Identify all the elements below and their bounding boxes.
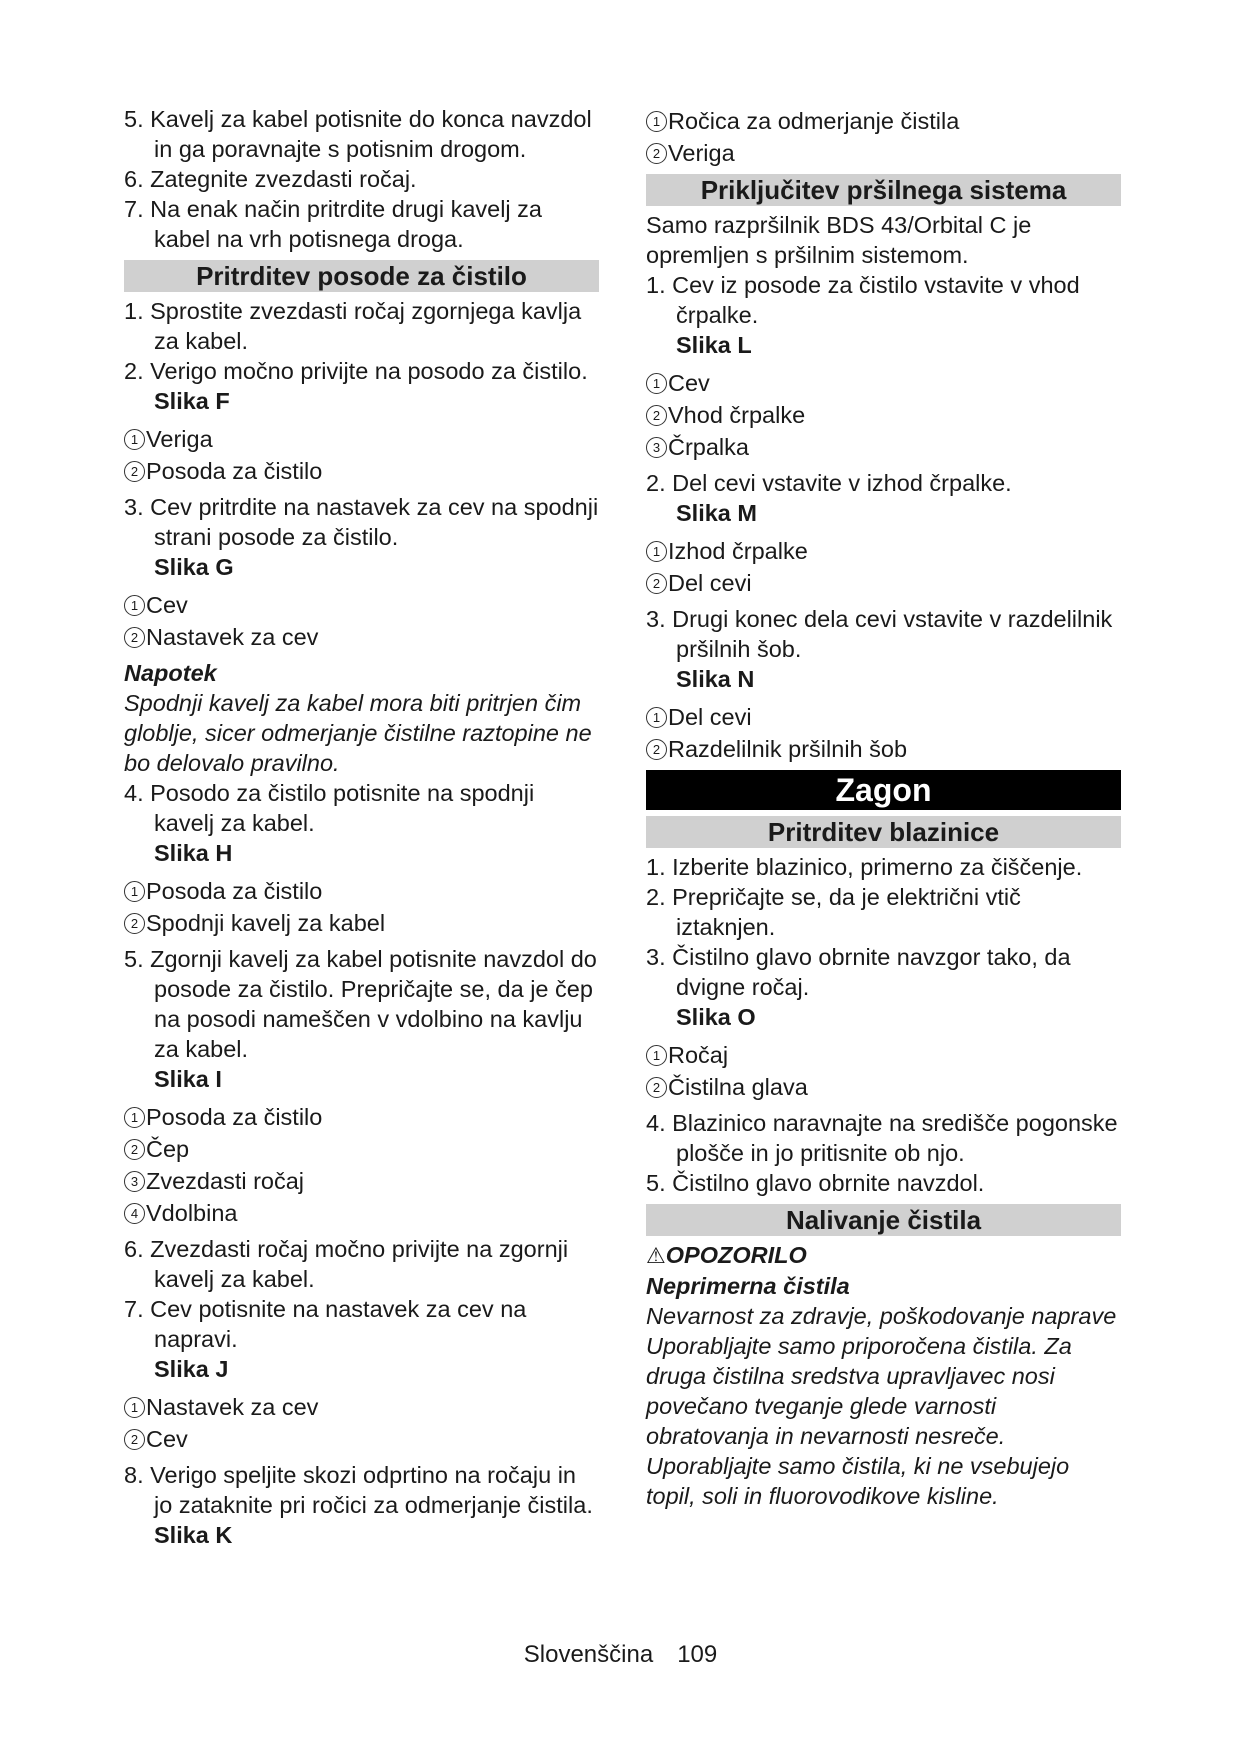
circle-number-3: 3: [646, 437, 667, 458]
legend-item: 2 Posoda za čistilo: [124, 456, 599, 486]
legend-item: 2 Razdelilnik pršilnih šob: [646, 734, 1121, 764]
legend-item: 2 Cev: [124, 1424, 599, 1454]
spray-intro: Samo razpršilnik BDS 43/Orbital C je opremljen s pršilnim sistemom.: [646, 212, 1032, 268]
step-1-release: 1. Sprostite zvezdasti ročaj zgornjega kavlja za kabel.: [124, 298, 582, 354]
circle-number-1: 1: [124, 881, 145, 902]
warning-subtitle: Neprimerna čistila: [646, 1273, 850, 1299]
circle-number-1: 1: [646, 541, 667, 562]
legend-item: 2 Čistilna glava: [646, 1072, 1121, 1102]
step-2-unplug: 2. Prepričajte se, da je električni vtič iztaknjen.: [646, 884, 1021, 940]
legend-item: 1 Cev: [646, 368, 1121, 398]
step-6-tighten: 6. Zategnite zvezdasti ročaj.: [124, 166, 417, 192]
circle-number-2: 2: [646, 739, 667, 760]
circle-number-1: 1: [646, 1045, 667, 1066]
circle-number-2: 2: [646, 143, 667, 164]
legend-item: 1 Posoda za čistilo: [124, 1102, 599, 1132]
circle-number-1: 1: [124, 1107, 145, 1128]
note-text: Spodnji kavelj za kabel mora biti pritrjen čim globlje, sicer odmerjanje čistilne raztopine ne bo delovalo pravilno.: [124, 690, 592, 776]
legend-item: 2 Nastavek za cev: [124, 622, 599, 652]
figure-label-h: Slika H: [154, 840, 233, 866]
step-3-nozzle-manifold: 3. Drugi konec dela cevi vstavite v razdelilnik pršilnih šob.: [646, 606, 1113, 662]
right-column: [646, 104, 1121, 1511]
warning-title: ⚠OPOZORILO: [646, 1242, 807, 1268]
legend-item: 4 Vdolbina: [124, 1198, 599, 1228]
step-5-hook: 5. Kavelj za kabel potisnite do konca navzdol in ga poravnajte s potisnim drogom.: [124, 106, 592, 162]
circle-number-1: 1: [124, 1397, 145, 1418]
legend-item: 1 Ročica za odmerjanje čistila: [646, 106, 1121, 136]
circle-number-2: 2: [646, 573, 667, 594]
circle-number-2: 2: [124, 627, 145, 648]
legend-item: 3 Zvezdasti ročaj: [124, 1166, 599, 1196]
heading-pad-attach: Pritrditev blazinice: [646, 816, 1121, 848]
figure-label-k: Slika K: [154, 1522, 233, 1548]
step-3-turn-head-up: 3. Čistilno glavo obrnite navzgor tako, da dvigne ročaj.: [646, 944, 1071, 1000]
figure-label-g: Slika G: [154, 554, 234, 580]
figure-label-i: Slika I: [154, 1066, 222, 1092]
step-5-turn-head-down: 5. Čistilno glavo obrnite navzdol.: [646, 1170, 985, 1196]
step-7-hose-connector: 7. Cev potisnite na nastavek za cev na napravi.: [124, 1296, 527, 1352]
step-3-hose: 3. Cev pritrdite na nastavek za cev na spodnji strani posode za čistilo.: [124, 494, 599, 550]
heading-fill-detergent: Nalivanje čistila: [646, 1204, 1121, 1236]
heading-detergent-tank: Pritrditev posode za čistilo: [124, 260, 599, 292]
step-7-second-hook: 7. Na enak način pritrdite drugi kavelj za kabel na vrh potisnega droga.: [124, 196, 542, 252]
legend-item: 1 Izhod črpalke: [646, 536, 1121, 566]
step-2-chain: 2. Verigo močno privijte na posodo za čistilo.: [124, 358, 588, 384]
legend-item: 2 Del cevi: [646, 568, 1121, 598]
circle-number-1: 1: [646, 111, 667, 132]
legend-item: 2 Čep: [124, 1134, 599, 1164]
legend-item: 1 Nastavek za cev: [124, 1392, 599, 1422]
legend-item: 2 Veriga: [646, 138, 1121, 168]
circle-number-4: 4: [124, 1203, 145, 1224]
step-6-star-knob: 6. Zvezdasti ročaj močno privijte na zgornji kavelj za kabel.: [124, 1236, 569, 1292]
warning-triangle-icon: ⚠: [646, 1243, 666, 1268]
step-5-upper-hook: 5. Zgornji kavelj za kabel potisnite navzdol do posode za čistilo. Prepričajte se, da je čep na posodi nameščen v vdolbino na kavlju za kabel.: [124, 946, 597, 1062]
heading-spray-system: Priključitev pršilnega sistema: [646, 174, 1121, 206]
page-number: 109: [677, 1641, 718, 1668]
circle-number-1: 1: [646, 373, 667, 394]
legend-item: 1 Posoda za čistilo: [124, 876, 599, 906]
step-1-pump-inlet: 1. Cev iz posode za čistilo vstavite v vhod črpalke.: [646, 272, 1080, 328]
circle-number-1: 1: [124, 429, 145, 450]
page-footer: [0, 1640, 1241, 1670]
figure-label-m: Slika M: [676, 500, 757, 526]
legend-item: 2 Spodnji kavelj za kabel: [124, 908, 599, 938]
figure-label-l: Slika L: [676, 332, 752, 358]
step-1-choose-pad: 1. Izberite blazinico, primerno za čiščenje.: [646, 854, 1083, 880]
legend-item: 1 Veriga: [124, 424, 599, 454]
warning-text-1: Nevarnost za zdravje, poškodovanje naprave: [646, 1303, 1117, 1329]
circle-number-2: 2: [646, 405, 667, 426]
step-4-push-tank: 4. Posodo za čistilo potisnite na spodnji kavelj za kabel.: [124, 780, 535, 836]
figure-label-o: Slika O: [676, 1004, 756, 1030]
legend-item: 1 Ročaj: [646, 1040, 1121, 1070]
circle-number-1: 1: [124, 595, 145, 616]
figure-label-n: Slika N: [676, 666, 755, 692]
section-title-startup: Zagon: [646, 770, 1121, 810]
circle-number-2: 2: [124, 1429, 145, 1450]
legend-item: 3 Črpalka: [646, 432, 1121, 462]
legend-item: 2 Vhod črpalke: [646, 400, 1121, 430]
circle-number-2: 2: [124, 1139, 145, 1160]
circle-number-2: 2: [646, 1077, 667, 1098]
figure-label-f: Slika F: [154, 388, 230, 414]
step-4-center-pad: 4. Blazinico naravnajte na središče pogonske plošče in jo pritisnite ob njo.: [646, 1110, 1118, 1166]
legend-item: 1 Del cevi: [646, 702, 1121, 732]
circle-number-2: 2: [124, 461, 145, 482]
note-title: Napotek: [124, 660, 217, 686]
left-column: [124, 104, 599, 1550]
warning-text-3: Uporabljajte samo čistila, ki ne vsebujejo topil, soli in fluorovodikove kisline.: [646, 1453, 1070, 1509]
circle-number-1: 1: [646, 707, 667, 728]
figure-label-j: Slika J: [154, 1356, 229, 1382]
circle-number-2: 2: [124, 913, 145, 934]
step-2-pump-outlet: 2. Del cevi vstavite v izhod črpalke.: [646, 470, 1012, 496]
warning-text-2: Uporabljajte samo priporočena čistila. Za druga čistilna sredstva upravljavec nosi povečano tveganje glede varnosti obratovanja in nevarnosti nesreče.: [646, 1333, 1072, 1449]
legend-item: 1 Cev: [124, 590, 599, 620]
footer-language: Slovenščina: [523, 1641, 654, 1668]
step-8-chain-lever: 8. Verigo speljite skozi odprtino na ročaju in jo zataknite pri ročici za odmerjanje čistila.: [124, 1462, 593, 1518]
circle-number-3: 3: [124, 1171, 145, 1192]
